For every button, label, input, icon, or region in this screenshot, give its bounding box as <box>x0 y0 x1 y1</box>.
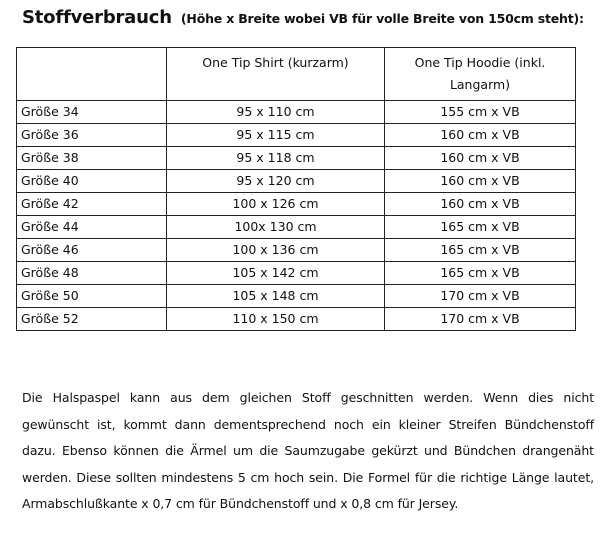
table-row <box>17 193 576 216</box>
table-row <box>17 170 576 193</box>
shirt-cell: 100x 130 cm <box>167 216 385 239</box>
size-cell: Größe 48 <box>17 262 167 285</box>
table-row <box>17 308 576 331</box>
hoodie-cell: 165 cm x VB <box>385 216 576 239</box>
shirt-cell: 100 x 136 cm <box>167 239 385 262</box>
shirt-cell: 95 x 118 cm <box>167 147 385 170</box>
header-cell-hoodie <box>385 48 576 101</box>
hoodie-cell: 160 cm x VB <box>385 124 576 147</box>
hoodie-cell: 160 cm x VB <box>385 147 576 170</box>
table-row <box>17 147 576 170</box>
size-cell: Größe 36 <box>17 124 167 147</box>
hoodie-cell: 160 cm x VB <box>385 193 576 216</box>
size-cell: Größe 42 <box>17 193 167 216</box>
size-cell: Größe 38 <box>17 147 167 170</box>
size-cell: Größe 40 <box>17 170 167 193</box>
table-row <box>17 239 576 262</box>
table-row <box>17 262 576 285</box>
instruction-paragraph: Die Halspaspel kann aus dem gleichen Stoff geschnitten werden. Wenn dies nicht gewünscht ist, kommt dann dementsprechend noch ein kleiner Streifen Bündchenstoff dazu. Ebenso können die Ärmel um die Saumzugabe gekürzt und Bündchen drangenäht werden. Diese sollten mindestens 5 cm hoch sein. Die Formel für die richtige Länge lautet, Armabschlußkante x 0,7 cm für Bündchenstoff und x 0,8 cm für Jersey. <box>22 390 594 511</box>
shirt-cell: 110 x 150 cm <box>167 308 385 331</box>
shirt-cell: 105 x 142 cm <box>167 262 385 285</box>
hoodie-cell: 165 cm x VB <box>385 239 576 262</box>
size-cell: Größe 52 <box>17 308 167 331</box>
size-cell: Größe 44 <box>17 216 167 239</box>
table-header-row <box>17 48 576 101</box>
table-row <box>17 124 576 147</box>
header-cell-shirt: One Tip Shirt (kurzarm) <box>167 48 385 101</box>
header-cell-size <box>17 48 167 101</box>
shirt-cell: 100 x 126 cm <box>167 193 385 216</box>
shirt-cell: 95 x 120 cm <box>167 170 385 193</box>
shirt-cell: 95 x 110 cm <box>167 101 385 124</box>
fabric-usage-table <box>16 47 576 331</box>
hoodie-cell: 155 cm x VB <box>385 101 576 124</box>
page-subtitle: (Höhe x Breite wobei VB für volle Breite von 150cm steht): <box>180 11 584 26</box>
table-row <box>17 285 576 308</box>
table-row <box>17 216 576 239</box>
shirt-cell: 105 x 148 cm <box>167 285 385 308</box>
header-cell-hoodie-label: One Tip Hoodie (inkl. Langarm) <box>414 55 546 92</box>
size-cell: Größe 50 <box>17 285 167 308</box>
size-cell: Größe 46 <box>17 239 167 262</box>
page-title: Stoffverbrauch <box>22 7 172 28</box>
hoodie-cell: 170 cm x VB <box>385 285 576 308</box>
hoodie-cell: 160 cm x VB <box>385 170 576 193</box>
heading <box>22 6 584 31</box>
size-cell: Größe 34 <box>17 101 167 124</box>
table-row <box>17 101 576 124</box>
hoodie-cell: 165 cm x VB <box>385 262 576 285</box>
shirt-cell: 95 x 115 cm <box>167 124 385 147</box>
hoodie-cell: 170 cm x VB <box>385 308 576 331</box>
